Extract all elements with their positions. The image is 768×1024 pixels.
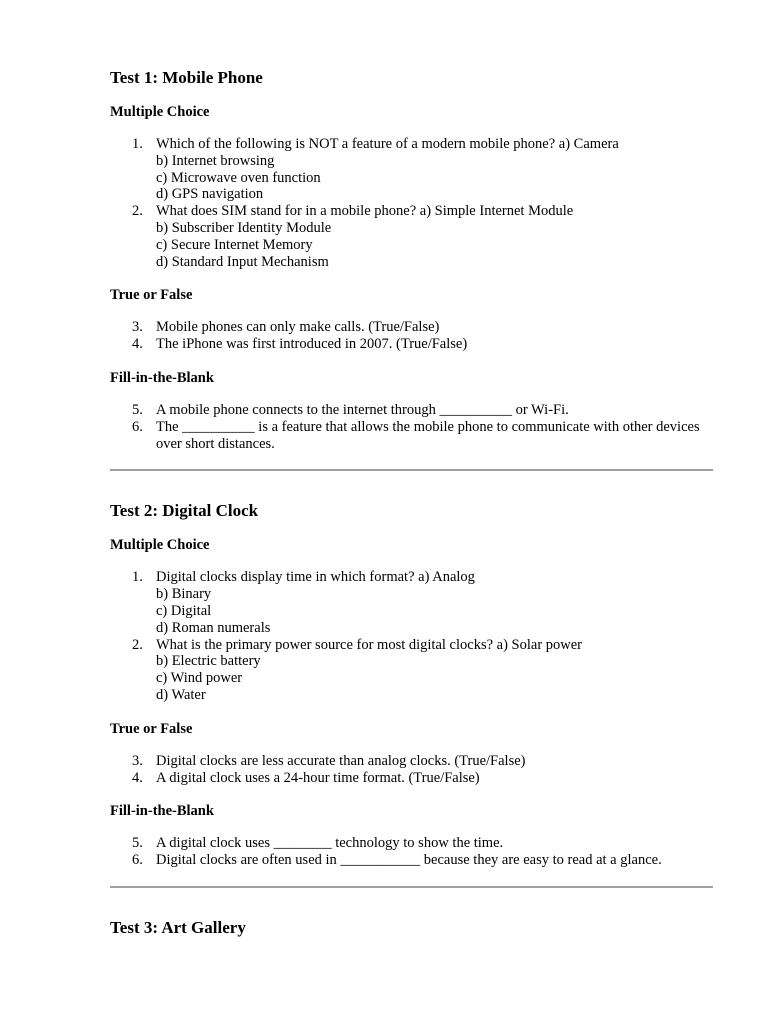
answer-option: c) Microwave oven function (156, 169, 321, 186)
test-1-title: Test 1: Mobile Phone (110, 68, 263, 87)
test-2-fill-in-blank-heading: Fill-in-the-Blank (110, 803, 214, 820)
test-1-true-false-heading: True or False (110, 287, 193, 304)
test-1-multiple-choice-heading: Multiple Choice (110, 104, 210, 120)
answer-option: d) Water (156, 686, 206, 703)
question-text: Digital clocks are less accurate than analog clocks. (True/False) (156, 752, 526, 769)
answer-option: c) Digital (156, 602, 212, 619)
question-text: A mobile phone connects to the internet through __________ or Wi-Fi. (156, 401, 569, 418)
question-item (110, 203, 713, 270)
question-text: A digital clock uses ________ technology to show the time. (156, 835, 504, 852)
question-text: Mobile phones can only make calls. (True/False) (156, 319, 440, 336)
test-1-fill-in-blank-list (110, 402, 713, 452)
question-text: The __________ is a feature that allows the mobile phone to communicate with other devices over short distances. (156, 418, 700, 452)
question-number: 6. (132, 852, 143, 869)
question-item (110, 852, 713, 869)
question-item (110, 336, 713, 353)
question-item (110, 419, 713, 453)
test-1 (110, 68, 713, 452)
question-item (110, 319, 713, 336)
question-item (110, 753, 713, 770)
test-2-true-false-heading: True or False (110, 720, 193, 737)
answer-option: d) GPS navigation (156, 186, 264, 203)
test-2-fill-in-blank-list (110, 835, 713, 869)
answer-option: d) Roman numerals (156, 619, 271, 636)
question-number: 4. (132, 769, 143, 786)
question-text: What does SIM stand for in a mobile phone? a) Simple Internet Module (156, 203, 574, 220)
question-text: What is the primary power source for most digital clocks? a) Solar power (156, 636, 583, 653)
question-item (110, 402, 713, 419)
test-2-multiple-choice-list (110, 569, 713, 703)
test-1-multiple-choice-list (110, 136, 713, 270)
question-text: Which of the following is NOT a feature of a modern mobile phone? a) Camera (156, 136, 619, 152)
question-item (110, 136, 713, 203)
answer-option: c) Secure Internet Memory (156, 236, 313, 253)
answer-option: b) Binary (156, 586, 212, 603)
question-text: Digital clocks are often used in ___________ because they are easy to read at a glance. (156, 852, 662, 869)
question-number: 2. (132, 636, 143, 653)
answer-option: b) Subscriber Identity Module (156, 219, 332, 236)
test-2-true-false-list (110, 753, 713, 787)
document-page (110, 68, 713, 938)
question-number: 6. (132, 418, 143, 435)
question-number: 1. (132, 569, 143, 586)
test-1-fill-in-blank-heading: Fill-in-the-Blank (110, 369, 214, 386)
answer-option: b) Electric battery (156, 653, 261, 670)
test-1-true-false-list (110, 319, 713, 353)
question-item (110, 637, 713, 704)
test-2-multiple-choice-heading: Multiple Choice (110, 537, 210, 554)
question-item (110, 770, 713, 787)
question-number: 3. (132, 752, 143, 769)
question-number: 2. (132, 203, 143, 220)
question-number: 1. (132, 136, 143, 152)
test-2 (110, 501, 713, 869)
answer-option: d) Standard Input Mechanism (156, 253, 329, 270)
test-2-title: Test 2: Digital Clock (110, 501, 259, 521)
question-text: Digital clocks display time in which format? a) Analog (156, 569, 475, 586)
question-text: The iPhone was first introduced in 2007. (True/False) (156, 336, 468, 353)
question-text: A digital clock uses a 24-hour time format. (True/False) (156, 769, 480, 786)
question-item (110, 835, 713, 852)
question-number: 5. (132, 401, 143, 418)
test-3 (110, 918, 713, 938)
answer-option: b) Internet browsing (156, 152, 275, 169)
question-number: 5. (132, 835, 143, 852)
test-3-title: Test 3: Art Gallery (110, 917, 246, 937)
question-number: 4. (132, 336, 143, 353)
answer-option: c) Wind power (156, 670, 243, 687)
question-number: 3. (132, 319, 143, 336)
question-item (110, 569, 713, 636)
